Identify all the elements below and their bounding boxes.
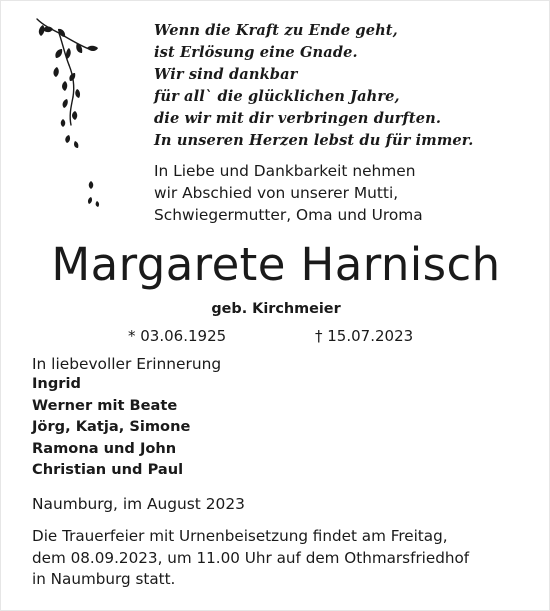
birth-date: * 03.06.1925 bbox=[128, 327, 227, 345]
death-date: † 15.07.2023 bbox=[315, 327, 414, 345]
maiden-name: geb. Kirchmeier bbox=[211, 301, 341, 317]
farewell-intro bbox=[154, 160, 423, 226]
poem-line: Wenn die Kraft zu Ende geht, bbox=[154, 22, 398, 39]
family-member: Jörg, Katja, Simone bbox=[32, 418, 191, 436]
family-member: Ingrid bbox=[32, 375, 81, 392]
ceremony-line: in Naumburg statt. bbox=[32, 570, 176, 588]
intro-line: In Liebe und Dankbarkeit nehmen bbox=[154, 162, 416, 180]
deceased-name: Margarete Harnisch bbox=[51, 238, 501, 291]
poem-line: ist Erlösung eine Gnade. bbox=[154, 44, 358, 61]
poem-line: Wir sind dankbar bbox=[154, 66, 298, 83]
falling-leaves-branch-icon bbox=[29, 15, 109, 225]
place-and-date: Naumburg, im August 2023 bbox=[32, 495, 245, 513]
poem bbox=[154, 20, 473, 152]
family-member: Ramona und John bbox=[32, 439, 177, 457]
family-member: Werner mit Beate bbox=[32, 396, 178, 414]
poem-line: In unseren Herzen lebst du für immer. bbox=[154, 132, 474, 149]
intro-line: wir Abschied von unserer Mutti, bbox=[154, 184, 399, 202]
ceremony-line: dem 08.09.2023, um 11.00 Uhr auf dem Othmarsfriedhof bbox=[32, 548, 470, 567]
ceremony-line: Die Trauerfeier mit Urnenbeisetzung findet am Freitag, bbox=[32, 527, 448, 545]
funeral-ceremony-info bbox=[32, 526, 469, 591]
family-list bbox=[32, 373, 190, 481]
poem-line: für all` die glücklichen Jahre, bbox=[154, 88, 400, 105]
family-member: Christian und Paul bbox=[32, 461, 184, 479]
intro-line: Schwiegermutter, Oma und Uroma bbox=[154, 206, 423, 224]
poem-line: die wir mit dir verbringen durften. bbox=[154, 110, 441, 127]
remembrance-heading: In liebevoller Erinnerung bbox=[32, 355, 222, 373]
